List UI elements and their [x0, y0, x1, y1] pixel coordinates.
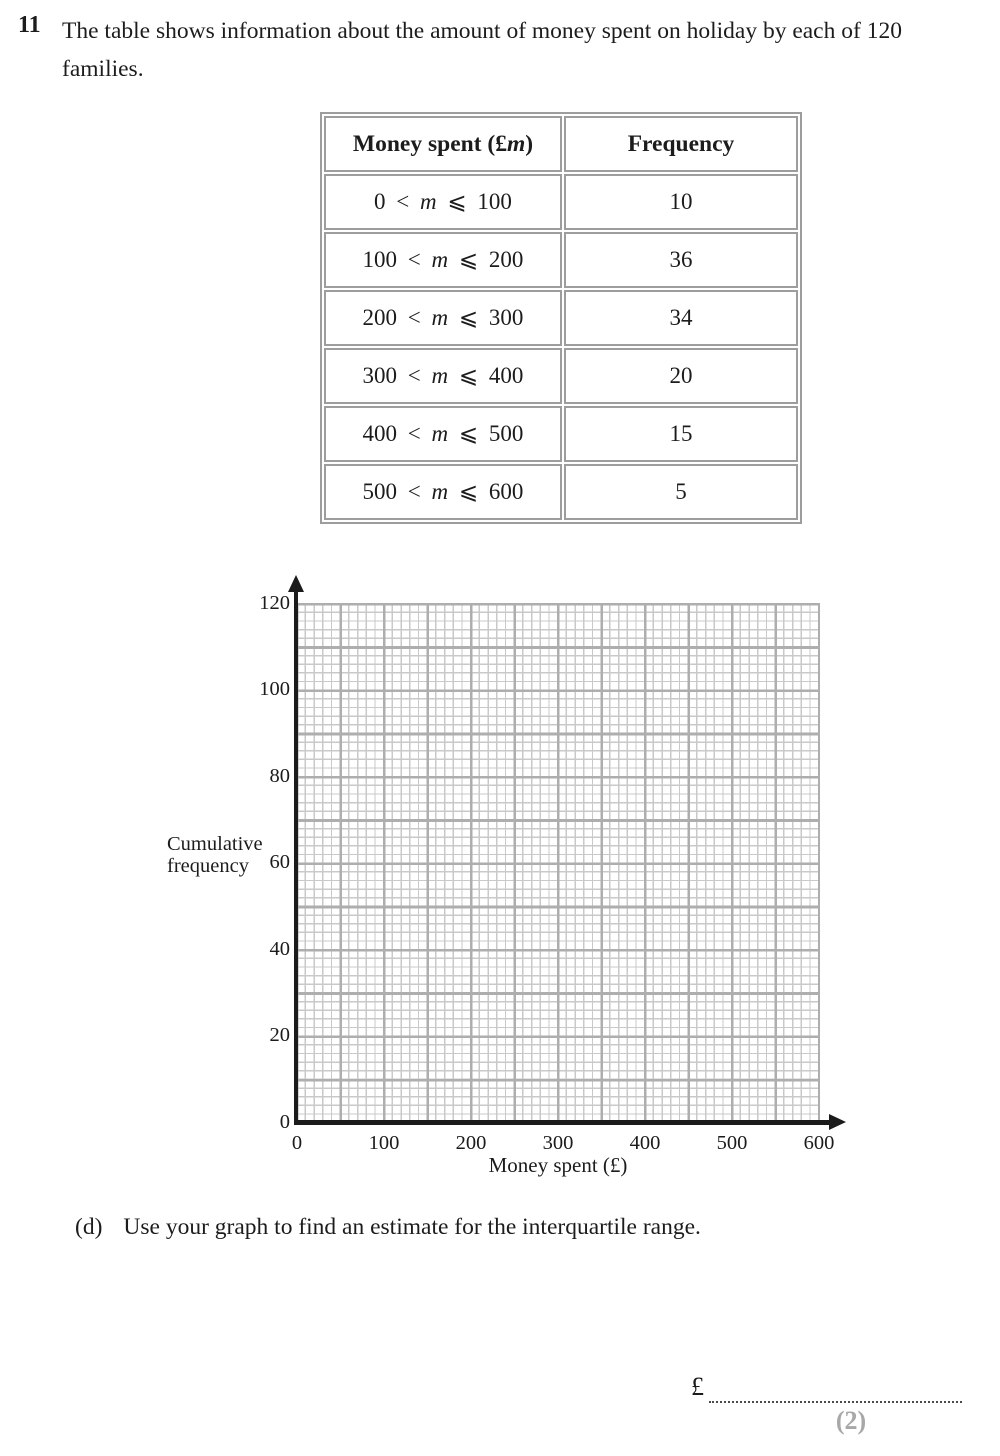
range-pre: 300 <: [362, 363, 432, 388]
range-post: ⩽ 500: [448, 421, 524, 446]
header-money-var: m: [506, 130, 526, 157]
frequency-cell: 36: [564, 232, 798, 288]
x-axis-label: Money spent (£): [488, 1153, 628, 1177]
x-axis-line: [294, 1120, 831, 1125]
table-row: [324, 406, 798, 462]
table-row: [324, 174, 798, 230]
header-money-post: ): [525, 130, 534, 157]
pound-sign: £: [691, 1372, 704, 1401]
y-axis-label: [167, 833, 263, 877]
table-row: [324, 290, 798, 346]
table-header-frequency: Frequency: [564, 116, 798, 172]
x-tick-label: 200: [455, 1132, 487, 1154]
table-header-row: [324, 116, 798, 172]
part-d-text: Use your graph to find an estimate for the interquartile range.: [123, 1214, 701, 1240]
x-tick-label: 600: [803, 1132, 835, 1154]
table-row: [324, 348, 798, 404]
money-range-cell: [324, 348, 562, 404]
range-pre: 100 <: [362, 247, 432, 272]
frequency-table: [320, 112, 802, 524]
question-text-line-1: The table shows information about the amount of money spent on holiday by each of 120: [62, 18, 902, 44]
x-tick-label: 100: [368, 1132, 400, 1154]
frequency-cell: 5: [564, 464, 798, 520]
range-pre: 400 <: [362, 421, 432, 446]
range-var: m: [431, 247, 449, 272]
y-tick-label: 100: [259, 678, 290, 700]
range-post: ⩽ 400: [448, 363, 524, 388]
money-range-cell: [324, 290, 562, 346]
x-tick-label: 300: [542, 1132, 574, 1154]
y-axis-label-line-1: Cumulative: [167, 833, 263, 855]
y-tick-label: 60: [269, 851, 290, 873]
y-axis-line: [294, 589, 299, 1124]
range-var: m: [431, 363, 449, 388]
table-row: [324, 464, 798, 520]
range-var: m: [420, 189, 437, 214]
y-tick-label: 0: [279, 1111, 290, 1133]
marks-badge: (2): [835, 1406, 867, 1435]
part-d-label: (d): [75, 1214, 103, 1240]
range-pre: 0 <: [374, 189, 421, 214]
range-var: m: [431, 421, 449, 446]
answer-dotted-line[interactable]: [709, 1376, 962, 1403]
x-tick-label: 400: [629, 1132, 661, 1154]
range-post: ⩽ 100: [436, 189, 512, 214]
y-axis-arrowhead-icon: [288, 575, 304, 592]
frequency-cell: 15: [564, 406, 798, 462]
money-range-cell: [324, 232, 562, 288]
x-tick-label: 0: [291, 1132, 303, 1154]
x-axis-arrowhead-icon: [829, 1114, 846, 1130]
y-tick-label: 80: [269, 765, 290, 787]
range-post: ⩽ 200: [448, 247, 524, 272]
money-range-cell: [324, 406, 562, 462]
range-post: ⩽ 600: [448, 479, 524, 504]
money-range-cell: [324, 464, 562, 520]
range-pre: 500 <: [362, 479, 432, 504]
question-number: 11: [18, 12, 41, 38]
range-post: ⩽ 300: [448, 305, 524, 330]
table-row: [324, 232, 798, 288]
header-money-pre: Money spent (£: [352, 130, 507, 157]
table-header-money: [324, 116, 562, 172]
graph-paper-grid[interactable]: [296, 603, 820, 1122]
frequency-cell: 34: [564, 290, 798, 346]
range-var: m: [431, 305, 449, 330]
question-text: [62, 12, 902, 88]
y-tick-label: 20: [269, 1024, 290, 1046]
y-tick-label: 40: [269, 938, 290, 960]
part-d-question: [75, 1214, 701, 1241]
question-text-line-2: families.: [62, 56, 144, 82]
y-tick-label: 120: [259, 592, 290, 614]
range-pre: 200 <: [362, 305, 432, 330]
range-var: m: [431, 479, 449, 504]
money-range-cell: [324, 174, 562, 230]
y-axis-label-line-2: frequency: [167, 855, 249, 877]
frequency-cell: 10: [564, 174, 798, 230]
frequency-cell: 20: [564, 348, 798, 404]
x-tick-label: 500: [716, 1132, 748, 1154]
